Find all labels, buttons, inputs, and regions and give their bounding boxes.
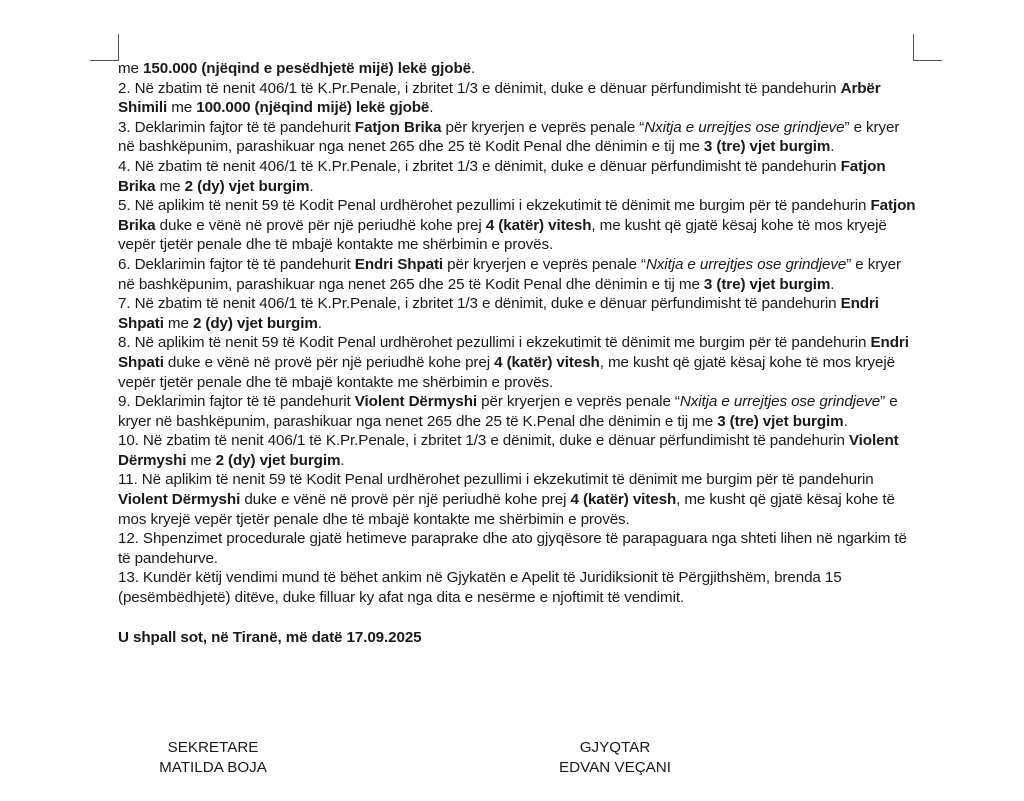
text-run: . [429, 99, 434, 117]
bold-run: 4 (katër) vitesh [485, 216, 592, 234]
bold-run: 2 (dy) vjet burgim [215, 451, 341, 469]
bold-run: 2 (dy) vjet burgim [184, 177, 310, 195]
text-run: duke e vënë në provë për një periudhë kohe prej [240, 491, 571, 509]
italic-run: Nxitja e urrejtjes ose grindjeve [679, 393, 881, 411]
verdict-item [118, 255, 918, 294]
text-run: 4. Në zbatim të nenit 406/1 të K.Pr.Penale, i zbritet 1/3 e dënimit, duke e dënuar përfundimisht të pandehurin [118, 157, 841, 175]
text-run: 9. Deklarimin fajtor të të pandehurit [118, 393, 355, 411]
verdict-item [118, 529, 918, 568]
bold-run: Violent Dërmyshi [118, 432, 899, 469]
text-run: 11. Në aplikim të nenit 59 të Kodit Penal urdhërohet pezullimi i ekzekutimit të dënimit me burgim për të pandehurin [118, 471, 874, 489]
verdict-item [118, 294, 918, 333]
text-run: për kryerjen e veprës penale “ [441, 118, 645, 136]
bold-run: Endri Shpati [118, 295, 879, 332]
text-run: me [186, 451, 216, 469]
bold-run: Endri Shpati [354, 255, 444, 273]
italic-run: Nxitja e urrejtjes ose grindjeve [644, 118, 845, 136]
bold-run: Fatjon Brika [118, 197, 916, 234]
bold-run: 3 (tre) vjet burgim [717, 412, 844, 430]
bold-run: 100.000 (njëqind mijë) lekë gjobë [196, 99, 430, 117]
bold-run: Fatjon Brika [118, 157, 886, 195]
verdict-item [118, 59, 918, 79]
bold-run: 2 (dy) vjet burgim [192, 314, 318, 332]
text-run: 8. Në aplikim të nenit 59 të Kodit Penal urdhërohet pezullimi i ekzekutimit të dënimit me burgim për të pandehurin [118, 334, 871, 352]
judge-name: EDVAN VEÇANI [559, 759, 671, 776]
text-run: . [309, 177, 314, 195]
verdict-item [118, 431, 918, 470]
text-run: . [317, 314, 322, 332]
text-run: me [155, 177, 185, 195]
text-run: 12. Shpenzimet procedurale gjatë hetimeve paraprake dhe ato gjyqësore të parapaguara nga shteti lihen në ngarkim të të pandehurve. [118, 530, 907, 567]
text-run: , me kusht që gjatë kësaj kohe të mos kryejë vepër tjetër penale dhe të mbajë kontakte me shërbimin e provës. [118, 216, 887, 254]
bold-run: Violent Dërmyshi [118, 491, 241, 509]
announcement: U shpall sot, në Tiranë, më datë 17.09.2025 [118, 628, 422, 646]
text-run: për kryerjen e veprës penale “ [443, 255, 646, 273]
text-run: 6. Deklarimin fajtor të të pandehurit [118, 255, 355, 273]
secretary-role: SEKRETARE [167, 739, 259, 756]
crop-mark-left [90, 34, 119, 61]
bold-run: Fatjon Brika [354, 118, 442, 136]
bold-run: Violent Dërmyshi [354, 393, 477, 411]
text-run: ” e kryer në bashkëpunim, parashikuar nga nenet 265 dhe 25 të Kodit Penal dhe dënimin e tij me [118, 118, 900, 156]
text-run: 10. Në zbatim të nenit 406/1 të K.Pr.Penale, i zbritet 1/3 e dënimit, duke e dënuar përfundimisht të pandehurin [118, 432, 849, 450]
secretary-name: MATILDA BOJA [159, 759, 267, 776]
text-run: . [830, 138, 835, 156]
verdict-item [118, 79, 918, 118]
verdict-item [118, 470, 918, 529]
bold-run: 150.000 (njëqind e pesëdhjetë mijë) lekë gjobë [143, 60, 471, 77]
text-run: 5. Në aplikim të nenit 59 të Kodit Penal urdhërohet pezullimi i ekzekutimit të dënimit me burgim për të pandehurin [118, 197, 871, 215]
bold-run: Arbër Shimili [118, 79, 881, 117]
bold-run: Endri Shpati [118, 334, 909, 371]
italic-run: Nxitja e urrejtjes ose grindjeve [645, 255, 847, 273]
signature-judge [530, 738, 700, 778]
judge-role: GJYQTAR [579, 739, 651, 756]
text-run: . [471, 60, 476, 77]
text-run: duke e vënë në provë për një periudhë kohe prej [155, 216, 486, 234]
text-run: me [163, 314, 193, 332]
verdict-item [118, 157, 918, 196]
verdict-item [118, 392, 918, 431]
text-run: 7. Në zbatim të nenit 406/1 të K.Pr.Penale, i zbritet 1/3 e dënimit, duke e dënuar përfundimisht të pandehurin [118, 295, 841, 313]
text-run: . [843, 412, 848, 430]
verdict-item [118, 118, 918, 157]
text-run: me [167, 99, 197, 117]
text-run: . [340, 451, 345, 469]
bold-run: 3 (tre) vjet burgim [703, 138, 831, 156]
text-run: 13. Kundër këtij vendimi mund të bëhet ankim në Gjykatën e Apelit të Juridiksionit të Përgjithshëm, brenda 15 (pesëmbëdhjetë) ditëve, duke filluar ky afat nga dita e nesërme e njoftimit të vendimit. [118, 569, 842, 607]
text-run: , me kusht që gjatë kësaj kohe të mos kryejë vepër tjetër penale dhe të mbajë kontakte me shërbimin e provës. [118, 491, 895, 528]
crop-mark-right [913, 34, 942, 61]
text-run: 3. Deklarimin fajtor të të pandehurit [118, 118, 355, 136]
text-run: për kryerjen e veprës penale “ [477, 393, 680, 411]
text-run: ” e kryer në bashkëpunim, parashikuar nga nenet 265 dhe 25 të K.Penal dhe dënimin e tij me [118, 393, 898, 430]
text-run: . [830, 275, 835, 293]
text-run: 2. Në zbatim të nenit 406/1 të K.Pr.Penale, i zbritet 1/3 e dënimit, duke e dënuar përfundimisht të pandehurin [118, 79, 841, 97]
text-run: me [118, 60, 144, 77]
verdict-item [118, 196, 918, 255]
bold-run: 4 (katër) vitesh [570, 491, 677, 509]
verdict-item [118, 568, 918, 607]
text-run: ” e kryer në bashkëpunim, parashikuar nga nenet 265 dhe 25 të Kodit Penal dhe dënimin e tij me [118, 255, 901, 293]
text-run: , me kusht që gjatë kësaj kohe të mos kryejë vepër tjetër penale dhe të mbajë kontakte me shërbimin e provës. [118, 353, 896, 391]
verdict-body [118, 59, 918, 647]
text-run: duke e vënë në provë për një periudhë kohe prej [163, 353, 495, 371]
signature-secretary [128, 738, 298, 778]
verdict-item [118, 333, 918, 392]
bold-run: 3 (tre) vjet burgim [703, 275, 831, 293]
bold-run: 4 (katër) vitesh [494, 353, 600, 371]
